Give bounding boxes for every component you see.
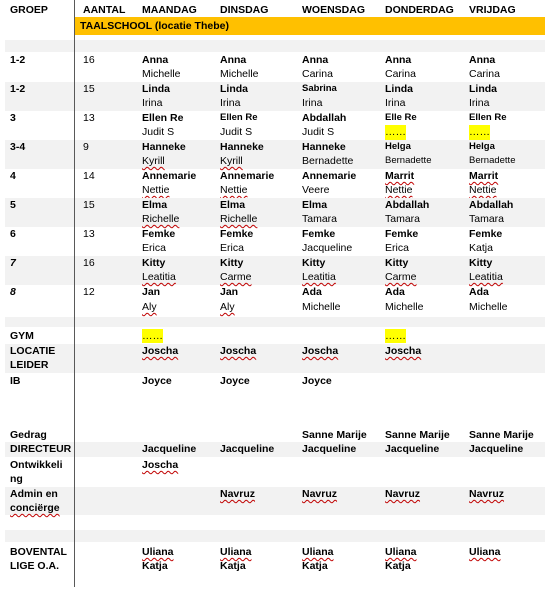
mon-assistant: Kyrill: [142, 155, 165, 167]
thu-assistant: Bernadette: [385, 155, 432, 166]
boventallig-mon-2: Katja: [142, 560, 168, 572]
admin-wed: Navruz: [302, 488, 338, 500]
fri-assistant: Tamara: [469, 213, 505, 225]
wed-teacher: Ada: [302, 286, 322, 298]
tue-assistant: Carme: [220, 271, 252, 283]
fri-assistant: Carina: [469, 68, 500, 80]
header-vrijdag: VRIJDAG: [469, 4, 516, 16]
gym-thu-placeholder: ……: [385, 330, 406, 342]
fri-teacher: Ellen Re: [469, 112, 507, 123]
fri-teacher: Anna: [469, 54, 496, 66]
admin-fri: Navruz: [469, 488, 505, 500]
mon-teacher: Anna: [142, 54, 169, 66]
wed-assistant: Tamara: [302, 213, 338, 225]
aantal-cell: 9: [83, 141, 89, 153]
tue-assistant: Irina: [220, 97, 241, 109]
mon-assistant: Leatitia: [142, 271, 176, 283]
tue-teacher: Hanneke: [220, 141, 264, 153]
boventallig-tue-1: Uliana: [220, 546, 252, 558]
tue-assistant: Michelle: [220, 68, 259, 80]
fri-assistant: Leatitia: [469, 271, 503, 283]
admin-row: [5, 487, 545, 515]
tue-assistant: Nettie: [220, 184, 248, 196]
boventallig-row: [5, 545, 545, 575]
gym-row: [5, 329, 545, 343]
fri-teacher: Abdallah: [469, 199, 514, 211]
tue-teacher: Anna: [220, 54, 247, 66]
thu-assistant-placeholder: ……: [385, 126, 406, 138]
gedrag-label: Gedrag: [10, 429, 47, 441]
mon-assistant: Michelle: [142, 68, 181, 80]
thu-teacher: Abdallah: [385, 199, 430, 211]
wed-assistant: Veere: [302, 184, 330, 196]
gedrag-wed: Sanne Marije: [302, 429, 367, 441]
ontwikkeling-label-line1: Ontwikkeli: [10, 459, 63, 471]
group-row: [5, 140, 545, 169]
group-row: [5, 198, 545, 227]
aantal-cell: 16: [83, 257, 95, 269]
mon-teacher: Kitty: [142, 257, 166, 269]
group-row: [5, 256, 545, 285]
admin-thu: Navruz: [385, 488, 421, 500]
spacer-row: [5, 317, 545, 327]
mon-assistant: Erica: [142, 242, 166, 254]
thu-teacher: Ada: [385, 286, 405, 298]
thu-teacher: Anna: [385, 54, 412, 66]
header-row: [5, 3, 545, 17]
directeur-row: [5, 442, 545, 457]
fri-teacher: Ada: [469, 286, 489, 298]
fri-teacher: Linda: [469, 83, 497, 95]
ib-label: IB: [10, 375, 21, 387]
admin-tue: Navruz: [220, 488, 256, 500]
taalschool-banner: [75, 17, 545, 35]
ib-row: [5, 374, 545, 426]
group-row: [5, 169, 545, 198]
locatieleider-mon: Joscha: [142, 345, 179, 357]
tue-teacher: Ellen Re: [220, 112, 258, 123]
mon-teacher: Hanneke: [142, 141, 186, 153]
mon-assistant: Judit S: [142, 126, 175, 138]
mon-assistant: Nettie: [142, 184, 170, 196]
tue-teacher: Jan: [220, 286, 239, 298]
thu-assistant: Tamara: [385, 213, 421, 225]
group-row: [5, 227, 545, 256]
group-row: [5, 111, 545, 140]
wed-teacher: Elma: [302, 199, 328, 211]
aantal-cell: 13: [83, 112, 95, 124]
tue-assistant: Aly: [220, 301, 235, 313]
wed-assistant: Michelle: [302, 301, 341, 313]
groep-cell: 6: [10, 228, 16, 240]
wed-teacher: Kitty: [302, 257, 326, 269]
admin-label-line2: conciërge: [10, 502, 60, 514]
groep-cell: 5: [10, 199, 16, 211]
gym-label: GYM: [10, 330, 34, 342]
gedrag-thu: Sanne Marije: [385, 429, 450, 441]
ontwikkeling-mon: Joscha: [142, 459, 179, 471]
boventallig-label-line2: LIGE O.A.: [10, 560, 60, 572]
directeur-wed: Jacqueline: [302, 443, 357, 455]
tue-assistant: Erica: [220, 242, 244, 254]
groep-cell: 1-2: [10, 54, 26, 66]
wed-teacher: Abdallah: [302, 112, 347, 124]
gedrag-fri: Sanne Marije: [469, 429, 534, 441]
thu-teacher: Kitty: [385, 257, 409, 269]
mon-teacher: Annemarie: [142, 170, 197, 182]
mon-assistant: Irina: [142, 97, 163, 109]
boventallig-tue-2: Katja: [220, 560, 246, 572]
groep-cell: 4: [10, 170, 16, 182]
ontwikkeling-row: [5, 458, 545, 486]
groep-cell: 3: [10, 112, 16, 124]
header-groep: GROEP: [10, 4, 48, 16]
mon-teacher: Linda: [142, 83, 170, 95]
spacer-row: [5, 530, 545, 542]
aantal-cell: 15: [83, 83, 95, 95]
header-woensdag: WOENSDAG: [302, 4, 365, 16]
banner-text: TAALSCHOOL (locatie Thebe): [80, 20, 229, 32]
directeur-label: DIRECTEUR: [10, 443, 72, 455]
boventallig-thu-1: Uliana: [385, 546, 417, 558]
ib-wed: Joyce: [302, 375, 332, 387]
tue-teacher: Kitty: [220, 257, 244, 269]
thu-assistant: Carme: [385, 271, 417, 283]
boventallig-thu-2: Katja: [385, 560, 411, 572]
header-maandag: MAANDAG: [142, 4, 197, 16]
boventallig-label-line1: BOVENTAL: [10, 546, 67, 558]
mon-assistant: Richelle: [142, 213, 180, 225]
tue-teacher: Elma: [220, 199, 246, 211]
groep-cell: 8: [10, 286, 16, 298]
tue-assistant: Judit S: [220, 126, 253, 138]
locatieleider-row: [5, 344, 545, 373]
locatieleider-tue: Joscha: [220, 345, 257, 357]
group-row: [5, 285, 545, 316]
mon-teacher: Femke: [142, 228, 176, 240]
header-aantal: AANTAL: [83, 4, 126, 16]
thu-assistant: Nettie: [385, 184, 413, 196]
boventallig-wed-2: Katja: [302, 560, 328, 572]
thu-teacher: Elle Re: [385, 112, 417, 123]
locatieleider-wed: Joscha: [302, 345, 339, 357]
aantal-cell: 15: [83, 199, 95, 211]
gym-mon-placeholder: ……: [142, 330, 163, 342]
directeur-tue: Jacqueline: [220, 443, 275, 455]
groep-cell: 1-2: [10, 83, 26, 95]
wed-assistant: Bernadette: [302, 155, 354, 167]
wed-assistant: Judit S: [302, 126, 335, 138]
wed-assistant: Leatitia: [302, 271, 336, 283]
header-dinsdag: DINSDAG: [220, 4, 269, 16]
fri-teacher: Helga: [469, 141, 495, 152]
fri-teacher: Femke: [469, 228, 503, 240]
wed-assistant: Irina: [302, 97, 323, 109]
boventallig-wed-1: Uliana: [302, 546, 334, 558]
column-divider: [74, 0, 75, 587]
aantal-cell: 12: [83, 286, 95, 298]
tue-teacher: Linda: [220, 83, 248, 95]
group-row: [5, 82, 545, 111]
aantal-cell: 16: [83, 54, 95, 66]
admin-label-line1: Admin en: [10, 488, 58, 500]
directeur-mon: Jacqueline: [142, 443, 197, 455]
boventallig-mon-1: Uliana: [142, 546, 174, 558]
fri-assistant: Katja: [469, 242, 493, 254]
fri-assistant: Bernadette: [469, 155, 516, 166]
tue-teacher: Femke: [220, 228, 254, 240]
tue-assistant: Kyrill: [220, 155, 243, 167]
mon-teacher: Jan: [142, 286, 161, 298]
boventallig-fri-1: Uliana: [469, 546, 501, 558]
thu-teacher: Helga: [385, 141, 411, 152]
groep-cell: 7: [10, 257, 16, 269]
thu-teacher: Linda: [385, 83, 413, 95]
groep-cell: 3-4: [10, 141, 26, 153]
wed-teacher: Anna: [302, 54, 329, 66]
wed-teacher: Femke: [302, 228, 336, 240]
aantal-cell: 14: [83, 170, 95, 182]
thu-assistant: Erica: [385, 242, 409, 254]
locatieleider-label-line2: LEIDER: [10, 359, 49, 371]
ib-mon: Joyce: [142, 375, 172, 387]
thu-assistant: Michelle: [385, 301, 424, 313]
directeur-thu: Jacqueline: [385, 443, 440, 455]
wed-teacher: Sabrina: [302, 83, 337, 94]
header-donderdag: DONDERDAG: [385, 4, 454, 16]
tue-assistant: Richelle: [220, 213, 258, 225]
directeur-fri: Jacqueline: [469, 443, 524, 455]
wed-assistant: Jacqueline: [302, 242, 353, 254]
gedrag-row: [5, 428, 545, 442]
tue-teacher: Annemarie: [220, 170, 275, 182]
thu-assistant: Carina: [385, 68, 416, 80]
thu-assistant: Irina: [385, 97, 406, 109]
wed-assistant: Carina: [302, 68, 333, 80]
mon-teacher: Ellen Re: [142, 112, 184, 124]
fri-teacher: Marrit: [469, 170, 499, 182]
thu-teacher: Femke: [385, 228, 419, 240]
fri-teacher: Kitty: [469, 257, 493, 269]
spacer-row: [5, 40, 545, 52]
locatieleider-thu: Joscha: [385, 345, 422, 357]
aantal-cell: 13: [83, 228, 95, 240]
fri-assistant: Irina: [469, 97, 490, 109]
ib-tue: Joyce: [220, 375, 250, 387]
ontwikkeling-label-line2: ng: [10, 473, 23, 485]
group-row: [5, 53, 545, 82]
fri-assistant: Nettie: [469, 184, 497, 196]
fri-assistant-placeholder: ……: [469, 126, 490, 138]
thu-teacher: Marrit: [385, 170, 415, 182]
fri-assistant: Michelle: [469, 301, 508, 313]
mon-teacher: Elma: [142, 199, 168, 211]
wed-teacher: Hanneke: [302, 141, 346, 153]
mon-assistant: Aly: [142, 301, 157, 313]
locatieleider-label-line1: LOCATIE: [10, 345, 56, 357]
wed-teacher: Annemarie: [302, 170, 357, 182]
